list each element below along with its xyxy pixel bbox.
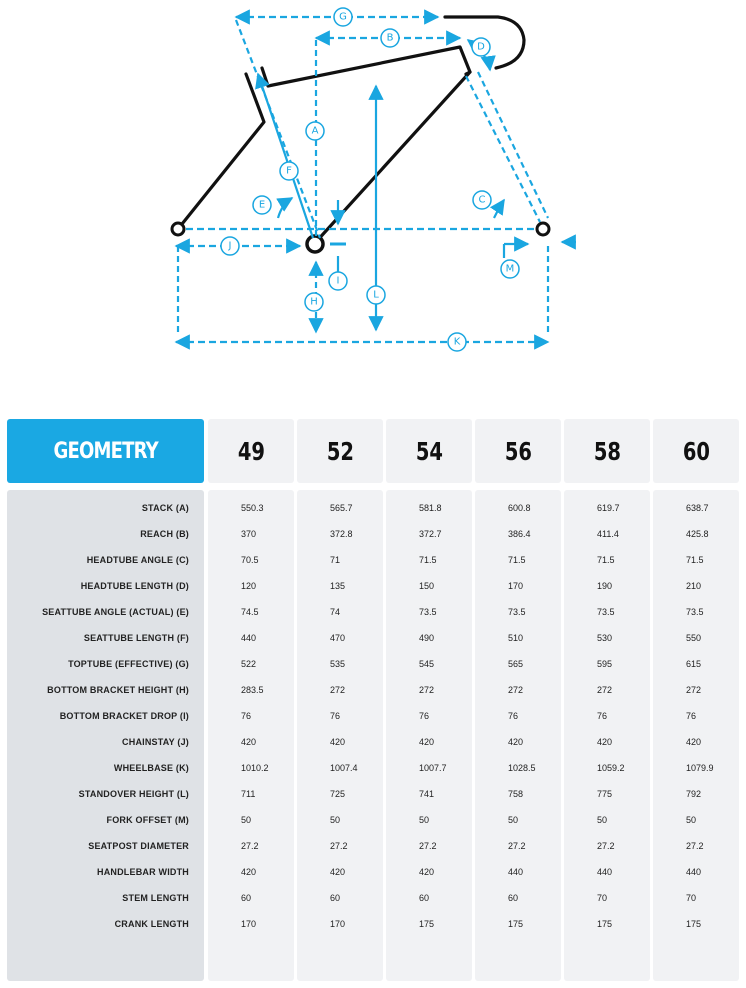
table-cell: 370 (241, 529, 257, 539)
svg-text:C: C (478, 194, 486, 206)
table-cell: 76 (330, 711, 341, 721)
row-label: TOPTUBE (EFFECTIVE) (G) (68, 659, 189, 669)
table-cell: 440 (241, 633, 257, 643)
size-header-58 (564, 419, 650, 483)
table-cell: 71.5 (508, 555, 526, 565)
table-cell: 440 (597, 867, 613, 877)
table-cell: 372.8 (330, 529, 353, 539)
row-label: HEADTUBE LENGTH (D) (80, 581, 189, 591)
table-cell: 550.3 (241, 503, 264, 513)
table-cell: 175 (686, 919, 702, 929)
row-label: WHEELBASE (K) (113, 763, 189, 773)
row-label: REACH (B) (140, 529, 189, 539)
table-cell: 1007.7 (419, 763, 447, 773)
table-cell: 420 (508, 737, 524, 747)
table-cell: 27.2 (597, 841, 615, 851)
row-label: HEADTUBE ANGLE (C) (86, 555, 189, 565)
table-cell: 1007.4 (330, 763, 358, 773)
svg-text:H: H (310, 296, 318, 308)
table-cell: 71.5 (686, 555, 704, 565)
table-cell: 565.7 (330, 503, 353, 513)
size-label: 54 (415, 436, 443, 466)
table-cell: 175 (597, 919, 613, 929)
table-cell: 27.2 (508, 841, 526, 851)
size-label: 52 (326, 436, 354, 466)
table-cell: 190 (597, 581, 613, 591)
size-header-49 (208, 419, 294, 483)
table-cell: 50 (686, 815, 697, 825)
table-cell: 70.5 (241, 555, 259, 565)
table-cell: 600.8 (508, 503, 531, 513)
table-cell: 71.5 (597, 555, 615, 565)
rear-axle (172, 223, 184, 235)
svg-text:F: F (286, 165, 292, 177)
table-cell: 135 (330, 581, 346, 591)
table-cell: 581.8 (419, 503, 442, 513)
bike-geometry-diagram (0, 0, 746, 360)
label-l (367, 286, 385, 304)
table-cell: 420 (241, 737, 257, 747)
label-m (501, 260, 519, 278)
table-cell: 530 (597, 633, 613, 643)
table-cell: 60 (419, 893, 430, 903)
table-cell: 425.8 (686, 529, 709, 539)
size-header-54 (386, 419, 472, 483)
table-cell: 76 (686, 711, 697, 721)
size-label: 58 (593, 436, 621, 466)
table-cell: 545 (419, 659, 435, 669)
table-cell: 615 (686, 659, 702, 669)
table-cell: 27.2 (419, 841, 437, 851)
size-header-52 (297, 419, 383, 483)
table-cell: 1079.9 (686, 763, 714, 773)
size-label: 60 (682, 436, 710, 466)
table-cell: 60 (241, 893, 252, 903)
table-cell: 50 (330, 815, 341, 825)
label-b (381, 29, 399, 47)
svg-text:B: B (386, 32, 394, 44)
table-cell: 74.5 (241, 607, 259, 617)
table-cell: 386.4 (508, 529, 531, 539)
table-cell: 775 (597, 789, 613, 799)
table-cell: 1010.2 (241, 763, 269, 773)
row-label: CRANK LENGTH (114, 919, 189, 929)
table-cell: 60 (508, 893, 519, 903)
row-label: STANDOVER HEIGHT (L) (78, 789, 189, 799)
table-cell: 638.7 (686, 503, 709, 513)
row-label: SEATTUBE ANGLE (ACTUAL) (E) (42, 607, 189, 617)
table-cell: 420 (330, 867, 346, 877)
table-cell: 50 (241, 815, 252, 825)
table-cell: 711 (241, 789, 256, 799)
table-cell: 73.5 (508, 607, 526, 617)
label-f (280, 162, 298, 180)
label-h (305, 293, 323, 311)
table-cell: 619.7 (597, 503, 620, 513)
table-cell: 73.5 (597, 607, 615, 617)
table-cell: 175 (419, 919, 435, 929)
table-cell: 283.5 (241, 685, 264, 695)
table-cell: 73.5 (686, 607, 704, 617)
label-g (334, 8, 352, 26)
table-cell: 535 (330, 659, 346, 669)
table-cell: 792 (686, 789, 702, 799)
row-label: STACK (A) (141, 503, 189, 513)
row-label: SEATTUBE LENGTH (F) (83, 633, 189, 643)
svg-text:E: E (258, 199, 266, 211)
svg-text:J: J (228, 240, 232, 252)
table-cell: 70 (597, 893, 608, 903)
table-cell: 27.2 (686, 841, 704, 851)
table-cell: 76 (508, 711, 519, 721)
table-cell: 490 (419, 633, 435, 643)
label-e (253, 196, 271, 214)
table-cell: 440 (686, 867, 702, 877)
row-label: HANDLEBAR WIDTH (97, 867, 189, 877)
svg-text:D: D (477, 41, 485, 53)
svg-text:K: K (453, 336, 461, 348)
size-header-60 (653, 419, 739, 483)
table-cell: 73.5 (419, 607, 437, 617)
table-cell: 50 (597, 815, 608, 825)
table-cell: 550 (686, 633, 702, 643)
table-cell: 50 (508, 815, 519, 825)
table-cell: 420 (241, 867, 257, 877)
svg-text:G: G (339, 11, 347, 23)
table-cell: 565 (508, 659, 524, 669)
table-cell: 150 (419, 581, 435, 591)
label-k (448, 333, 466, 351)
svg-text:M: M (505, 263, 515, 275)
table-cell: 71 (330, 555, 341, 565)
table-cell: 76 (419, 711, 430, 721)
table-cell: 74 (330, 607, 341, 617)
label-j (221, 237, 239, 255)
table-cell: 420 (597, 737, 613, 747)
table-cell: 440 (508, 867, 524, 877)
size-label: 49 (237, 436, 265, 466)
table-cell: 70 (686, 893, 697, 903)
table-cell: 420 (419, 867, 435, 877)
svg-text:I: I (336, 275, 340, 287)
table-cell: 272 (686, 685, 702, 695)
label-a (306, 122, 324, 140)
table-cell: 372.7 (419, 529, 442, 539)
row-label: CHAINSTAY (J) (122, 737, 189, 747)
table-cell: 175 (508, 919, 524, 929)
table-cell: 120 (241, 581, 257, 591)
row-label: FORK OFFSET (M) (106, 815, 189, 825)
table-cell: 27.2 (330, 841, 348, 851)
table-cell: 1059.2 (597, 763, 625, 773)
front-axle (537, 223, 549, 235)
row-label: STEM LENGTH (122, 893, 189, 903)
table-cell: 272 (597, 685, 613, 695)
table-cell: 272 (508, 685, 524, 695)
geometry-title: GEOMETRY (53, 438, 158, 464)
table-cell: 76 (241, 711, 252, 721)
table-cell: 470 (330, 633, 346, 643)
table-cell: 420 (330, 737, 346, 747)
row-label: SEATPOST DIAMETER (88, 841, 189, 851)
table-cell: 170 (330, 919, 346, 929)
bottom-bracket (307, 236, 323, 252)
table-cell: 50 (419, 815, 430, 825)
row-label: BOTTOM BRACKET DROP (I) (59, 711, 189, 721)
size-header-56 (475, 419, 561, 483)
label-d (472, 38, 490, 56)
table-cell: 741 (419, 789, 435, 799)
table-cell: 522 (241, 659, 257, 669)
label-i (329, 272, 347, 290)
table-cell: 420 (686, 737, 702, 747)
table-cell: 71.5 (419, 555, 437, 565)
table-cell: 272 (419, 685, 435, 695)
label-c (473, 191, 491, 209)
table-cell: 510 (508, 633, 524, 643)
svg-text:A: A (311, 125, 319, 137)
table-cell: 60 (330, 893, 341, 903)
table-cell: 758 (508, 789, 524, 799)
table-cell: 210 (686, 581, 702, 591)
table-cell: 1028.5 (508, 763, 536, 773)
table-cell: 27.2 (241, 841, 259, 851)
table-cell: 595 (597, 659, 613, 669)
row-label: BOTTOM BRACKET HEIGHT (H) (47, 685, 189, 695)
table-cell: 272 (330, 685, 346, 695)
table-cell: 170 (508, 581, 524, 591)
geometry-header (7, 419, 204, 483)
table-cell: 725 (330, 789, 346, 799)
table-cell: 420 (419, 737, 435, 747)
size-label: 56 (504, 436, 532, 466)
table-cell: 76 (597, 711, 608, 721)
table-cell: 411.4 (597, 529, 619, 539)
svg-text:L: L (373, 289, 379, 301)
table-cell: 170 (241, 919, 257, 929)
